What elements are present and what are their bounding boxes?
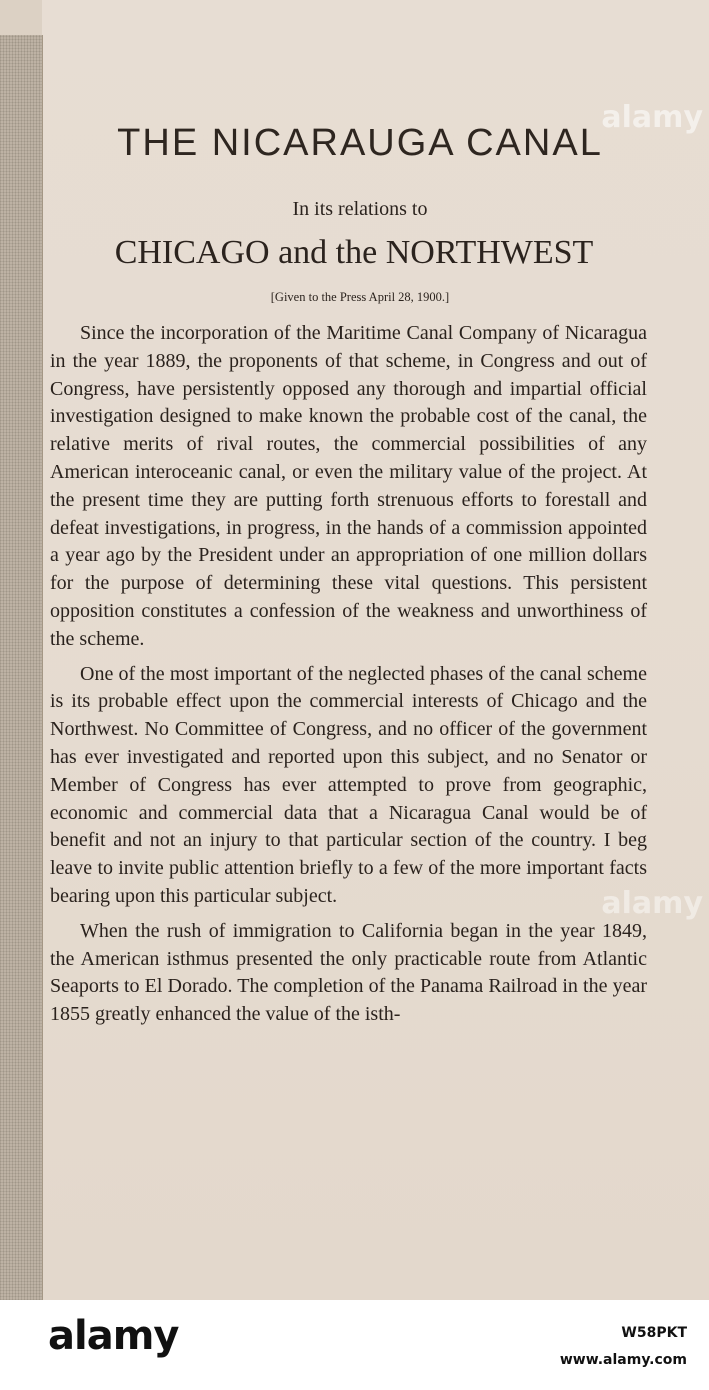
page-title: THE NICARAUGA CANAL xyxy=(117,122,603,164)
watermark-overlay: alamy xyxy=(601,886,703,921)
watermark-overlay: alamy xyxy=(601,100,703,135)
stock-url: www.alamy.com xyxy=(559,1352,687,1368)
press-note: [Given to the Press April 28, 1900.] xyxy=(270,290,450,304)
body-text xyxy=(50,320,647,1036)
image-id: W58PKT xyxy=(621,1325,687,1341)
alamy-logo: alamy xyxy=(48,1313,179,1359)
page-edge xyxy=(0,0,42,35)
paragraph: One of the most important of the neglected phases of the canal scheme is its probable effect upon the commercial interests of Chicago and the Northwest. No Committee of Congress, and no officer of the government has ever investigated and reported upon this subject, and no Senator or Member of Congress has ever attempted to prove from geographic, economic and commercial data that a Nicaragua Canal would be of benefit and not an injury to that particular section of the country. I beg leave to invite public attention briefly to a few of the more important facts bearing upon this particular subject. xyxy=(50,662,647,907)
paragraph: Since the incorporation of the Maritime Canal Company of Nicaragua in the year 1889, the proponents of that scheme, in Congress and out of Congress, have persistently opposed any thorough and impartial official investigation designed to make known the probable cost of the canal, the relative merits of rival routes, the commercial possibilities of any American interoceanic canal, or even the military value of the project. At the present time they are putting forth strenuous efforts to forestall and defeat investigations, in progress, in the hands of a commission appointed a year ago by the President under an appropriation of one million dollars for the purpose of determining these vital questions. This persistent opposition constitutes a confession of the weakness and unworthiness of the scheme. xyxy=(50,322,647,650)
headline: CHICAGO and the NORTHWEST xyxy=(114,234,594,271)
book-spine-cloth xyxy=(0,35,43,1300)
subtitle: In its relations to xyxy=(292,198,428,220)
paragraph: When the rush of immigration to California began in the year 1849, the American isthmus presented the only practicable route from Atlantic Seaports to El Dorado. The completion of the Panama Railroad in the year 1855 greatly enhanced the value of the isth- xyxy=(50,919,647,1026)
